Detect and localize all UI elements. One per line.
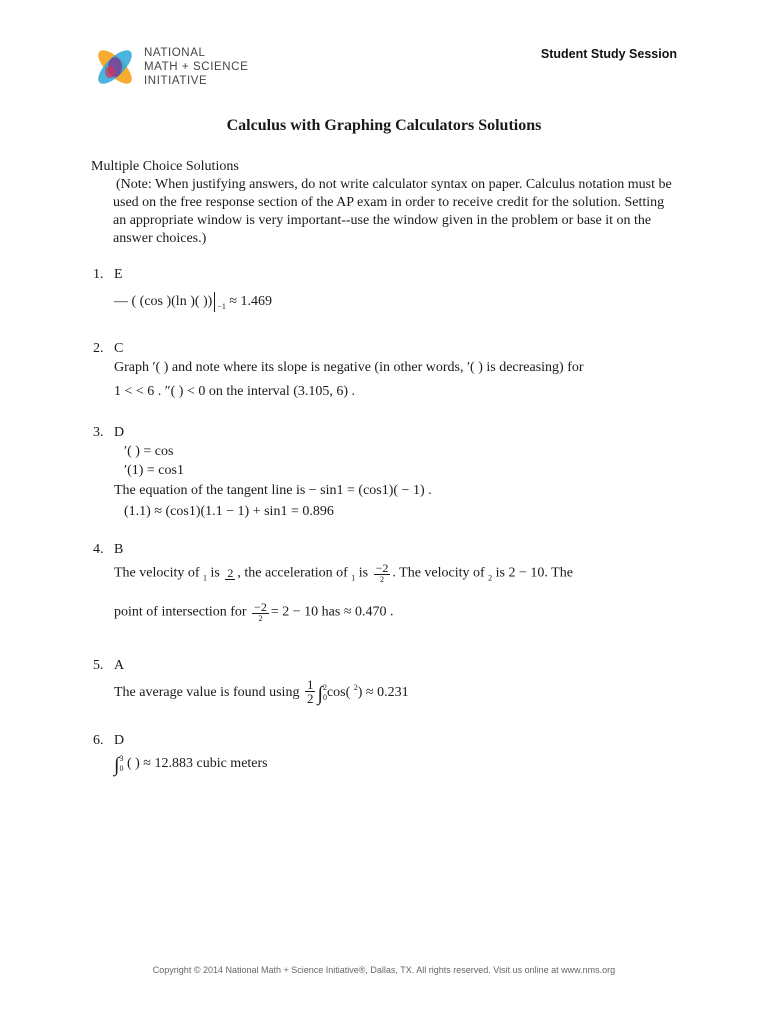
q3-line4: (1.1) ≈ (cos1)(1.1 − 1) + sin1 = 0.896 — [124, 504, 334, 519]
q3-line3: The equation of the tangent line is − sin1 = (cos1)( − 1) . — [114, 483, 432, 498]
note-paragraph: (Note: When justifying answers, do not write calculator syntax on paper. Calculus notation must be used on the free response section of the AP exam in order to receive credit for the solution. Setting an appropriate window is very important--use the window given in the problem or base it on the answer choices.) — [113, 177, 672, 246]
q3-line1: ′( ) = cos — [124, 444, 174, 459]
q5-number: 5. — [93, 658, 104, 673]
q2-line2: 1 < < 6 . ″( ) < 0 on the interval (3.105, 6) . — [114, 384, 356, 399]
q6-line: ∫3 0 ( ) ≈ 12.883 cubic meters — [114, 754, 268, 777]
q2-line1: Graph ′( ) and note where its slope is negative (in other words, ′( ) is decreasing) for — [114, 360, 584, 375]
q5-line: The average value is found using $\frac{1}{2}$ ∫2 0cos( $^2$) ≈ 0.231 — [114, 677, 409, 707]
q4-number: 4. — [93, 542, 104, 557]
session-label: Student Study Session — [540, 47, 677, 61]
q1-expression: — ( (cos )(ln )( )) $_{-1}$ ≈ 1.469 — [114, 292, 272, 316]
page-title: Calculus with Graphing Calculators Solutions — [226, 117, 542, 134]
q6-answer: D — [114, 733, 125, 748]
q1-number: 1. — [93, 267, 104, 282]
q1-answer: E — [114, 267, 123, 282]
q4-line1: The velocity of $_1$ is 2 , the acceleration of $_1$ is $\frac{-2}{2}$ . The velocity of $_2$ is 2 − 10. The — [114, 561, 573, 584]
logo-text: NATIONAL MATH + SCIENCE INITIATIVE — [144, 47, 249, 87]
q3-line2: ′(1) = cos1 — [124, 463, 184, 478]
q3-number: 3. — [93, 425, 104, 440]
q3-answer: D — [114, 425, 125, 440]
copyright-footer: Copyright © 2014 National Math + Science Initiative®, Dallas, TX. All rights reserved. Visit us online at www.nms.org — [152, 965, 616, 975]
q2-answer: C — [114, 341, 124, 356]
q4-answer: B — [114, 542, 124, 557]
q5-answer: A — [114, 658, 125, 673]
nms-logo-icon — [93, 44, 137, 90]
q4-line2: point of intersection for $\frac{-2}{2}$ = 2 − 10 has ≈ 0.470 . — [114, 600, 394, 623]
q6-number: 6. — [93, 733, 104, 748]
section-heading: Multiple Choice Solutions — [91, 159, 239, 174]
q2-number: 2. — [93, 341, 104, 356]
